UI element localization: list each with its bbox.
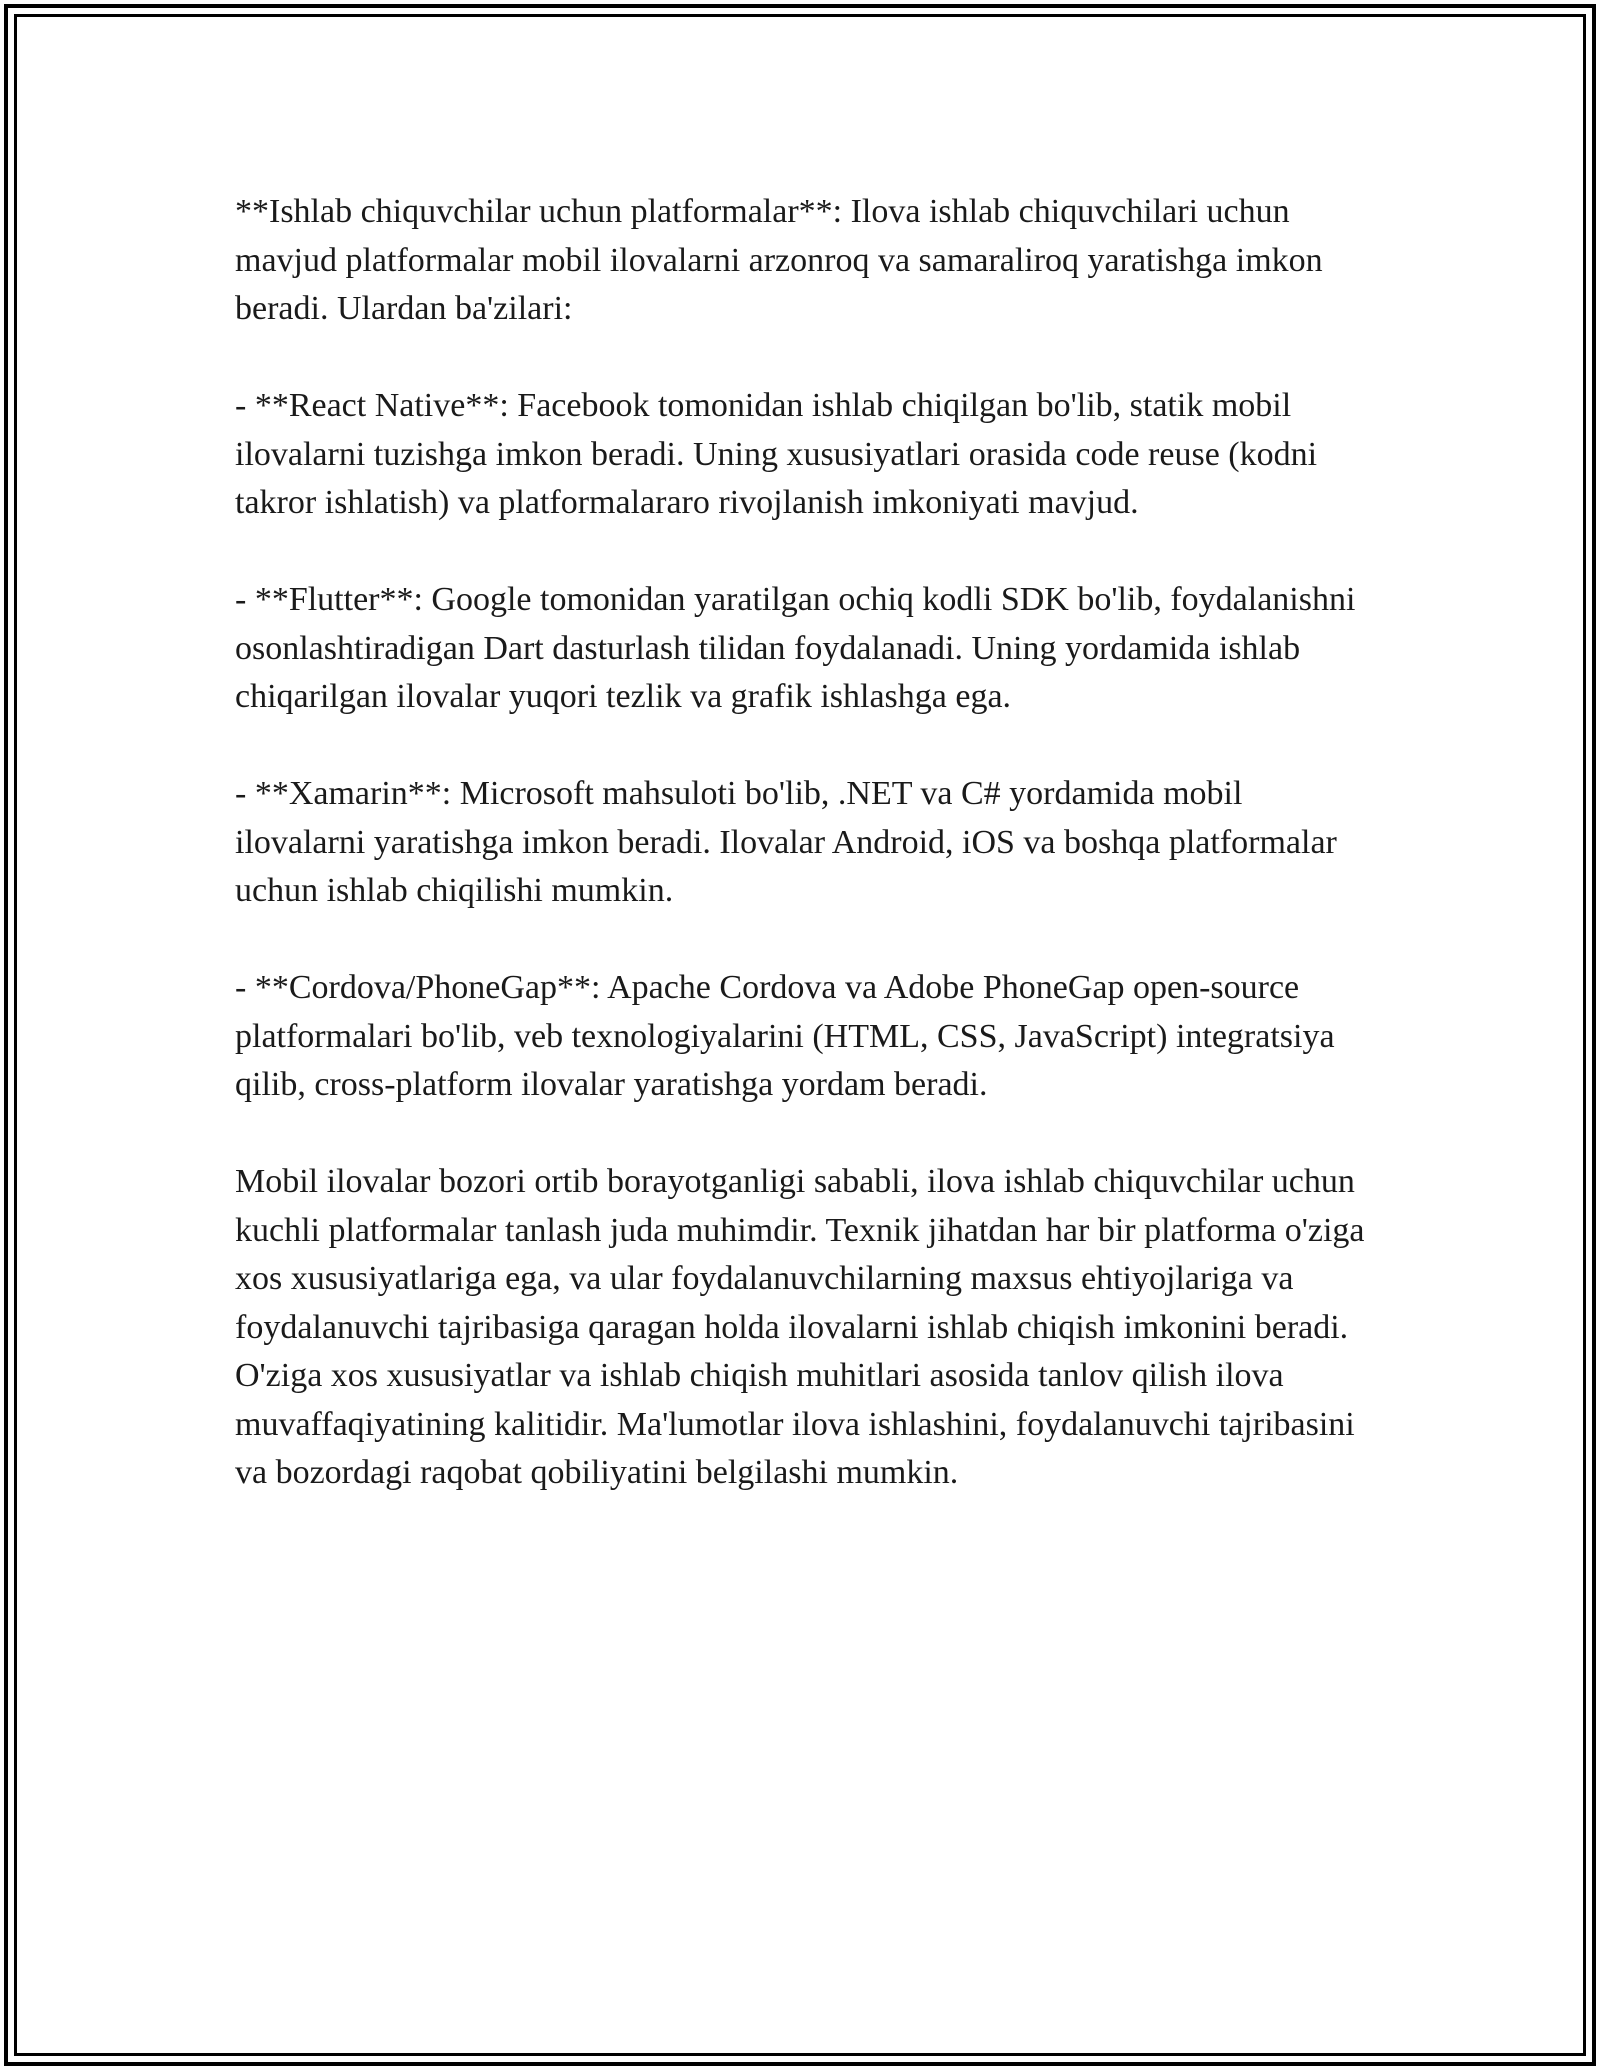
paragraph-react-native: - **React Native**: Facebook tomonidan ishlab chiqilgan bo'lib, statik mobil ilovalarni tuzishga imkon beradi. Uning xususiyatlari orasida code reuse (kodni takror ishlatish) va platformalararo rivojlanish imkoniyati mavjud. (235, 387, 1318, 521)
paragraph-conclusion: Mobil ilovalar bozori ortib borayotganligi sababli, ilova ishlab chiquvchilar uchun kuchli platformalar tanlash juda muhimdir. Texnik jihatdan har bir platforma o'ziga xos xususiyatlariga ega, va ular foydalanuvchilarning maxsus ehtiyojlariga va foydalanuvchi tajribasiga qaragan holda ilovalarni ishlab chiqish imkonini beradi. O'ziga xos xususiyatlar va ishlab chiqish muhitlari asosida tanlov qilish ilova muvaffaqiyatining kalitidir. Ma'lumotlar ilova ishlashini, foydalanuvchi tajribasini va bozordagi raqobat qobiliyatini belgilashi mumkin. (235, 1163, 1365, 1491)
paragraph-intro: **Ishlab chiquvchilar uchun platformalar**: Ilova ishlab chiquvchilari uchun mavjud platformalar mobil ilovalarni arzonroq va samaraliroq yaratishga imkon beradi. Ulardan ba'zilari: (235, 193, 1323, 327)
paragraph-cordova-phonegap: - **Cordova/PhoneGap**: Apache Cordova va Adobe PhoneGap open-source platformalari bo'lib, veb texnologiyalarini (HTML, CSS, JavaScript) integratsiya qilib, cross-platform ilovalar yaratishga yordam beradi. (235, 969, 1335, 1103)
paragraph-flutter: - **Flutter**: Google tomonidan yaratilgan ochiq kodli SDK bo'lib, foydalanishni osonlashtiradigan Dart dasturlash tilidan foydalanadi. Uning yordamida ishlab chiqarilgan ilovalar yuqori tezlik va grafik ishlashga ega. (235, 581, 1356, 715)
document-body (235, 188, 1375, 1498)
paragraph-xamarin: - **Xamarin**: Microsoft mahsuloti bo'lib, .NET va C# yordamida mobil ilovalarni yaratishga imkon beradi. Ilovalar Android, iOS va boshqa platformalar uchun ishlab chiqilishi mumkin. (235, 775, 1337, 909)
